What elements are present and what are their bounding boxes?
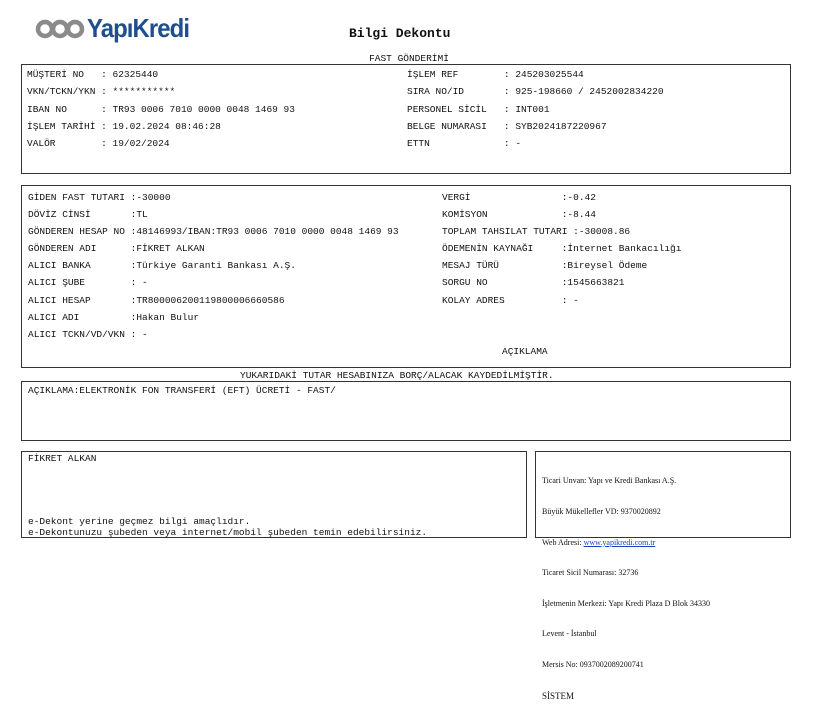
- bank-website-link[interactable]: www.yapikredi.com.tr: [583, 537, 656, 547]
- field-alici-banka: ALICI BANKA :Türkiye Garanti Bankası A.Ş.: [28, 260, 296, 272]
- header-right-fields: [407, 69, 664, 155]
- field-mesaj-turu: MESAJ TÜRÜ :Bireysel Ödeme: [442, 260, 648, 272]
- description-text: AÇIKLAMA:ELEKTRONİK FON TRANSFERİ (EFT) ÜCRETİ - FAST/: [28, 385, 336, 396]
- field-islem-ref: İŞLEM REF : 245203025544: [407, 69, 584, 80]
- footer-note-2: e-Dekontunuzu şubeden veya internet/mobil şubeden temin edebilirsiniz.: [28, 527, 428, 538]
- field-alici-hesap: ALICI HESAP :TR800006200119800006660586: [28, 294, 285, 306]
- document-title: Bilgi Dekontu: [349, 26, 451, 41]
- aciklama-heading: AÇIKLAMA: [502, 346, 548, 357]
- logo-text: YapıKredi: [87, 13, 190, 43]
- bank-info-title: Ticari Unvan: Yapı ve Kredi Bankası A.Ş.: [542, 476, 677, 486]
- footer-note-1: e-Dekont yerine geçmez bilgi amaçlıdır.: [28, 516, 251, 527]
- field-sira-no: SIRA NO/ID : 925-198660 / 2452002834220: [407, 86, 664, 98]
- field-ettn: ETTN : -: [407, 138, 522, 150]
- field-giden-fast-tutari: GİDEN FAST TUTARI :-30000: [28, 192, 171, 203]
- field-sorgu-no: SORGU NO :1545663821: [442, 277, 625, 289]
- notice-text: YUKARIDAKİ TUTAR HESABINIZA BORÇ/ALACAK KAYDEDİLMİŞTİR.: [240, 370, 554, 381]
- field-alici-adi: ALICI ADI :Hakan Bulur: [28, 311, 200, 323]
- detail-right-fields: [442, 192, 681, 312]
- field-islem-tarihi: İŞLEM TARİHİ : 19.02.2024 08:46:28: [27, 120, 221, 132]
- bank-info-mersis: Mersis No: 0937002089200741: [542, 660, 644, 670]
- field-komisyon: KOMİSYON :-8.44: [442, 209, 596, 221]
- field-gonderen-adi: GÖNDEREN ADI :FİKRET ALKAN: [28, 243, 205, 255]
- footer-customer-name: FİKRET ALKAN: [28, 453, 97, 464]
- field-personel-sicil: PERSONEL SİCİL : INT001: [407, 103, 550, 115]
- bank-info-registry: Ticaret Sicil Numarası: 32736: [542, 568, 639, 578]
- field-kolay-adres: KOLAY ADRES : -: [442, 294, 579, 306]
- bank-info-system: SİSTEM: [542, 690, 575, 701]
- yapikredi-logo-icon: [34, 15, 86, 43]
- document-subtitle: FAST GÖNDERİMİ: [369, 53, 449, 64]
- header-left-fields: [27, 69, 295, 155]
- bank-logo: [34, 13, 198, 44]
- field-doviz-cinsi: DÖVİZ CİNSİ :TL: [28, 209, 148, 221]
- bank-info-hq: İşletmenin Merkezi: Yapı Kredi Plaza D Blok 34330: [542, 598, 710, 608]
- field-toplam-tahsilat: TOPLAM TAHSILAT TUTARI :-30008.86: [442, 226, 631, 238]
- field-vergi: VERGİ :-0.42: [442, 192, 596, 203]
- field-belge-numarasi: BELGE NUMARASI : SYB2024187220967: [407, 120, 607, 132]
- field-musteri-no: MÜŞTERİ NO : 62325440: [27, 69, 159, 80]
- field-iban: IBAN NO : TR93 0006 7010 0000 0048 1469 93: [27, 103, 295, 115]
- field-valor: VALÖR : 19/02/2024: [27, 138, 170, 150]
- field-odeme-kaynagi: ÖDEMENİN KAYNAĞI :İnternet Bankacılığı: [442, 243, 682, 255]
- field-alici-tckn: ALICI TCKN/VD/VKN : -: [28, 328, 148, 340]
- field-alici-sube: ALICI ŞUBE : -: [28, 277, 148, 289]
- bank-info-web: Web Adresi: www.yapikredi.com.tr: [542, 537, 656, 547]
- bank-info-tax: Büyük Mükellefler VD: 9370020892: [542, 507, 661, 517]
- field-vkn: VKN/TCKN/YKN : ***********: [27, 86, 176, 98]
- bank-info-city: Levent - İstanbul: [542, 629, 597, 639]
- field-gonderen-hesap-no: GÖNDEREN HESAP NO :48146993/IBAN:TR93 0006 7010 0000 0048 1469 93: [28, 226, 399, 238]
- detail-left-fields: [28, 192, 399, 346]
